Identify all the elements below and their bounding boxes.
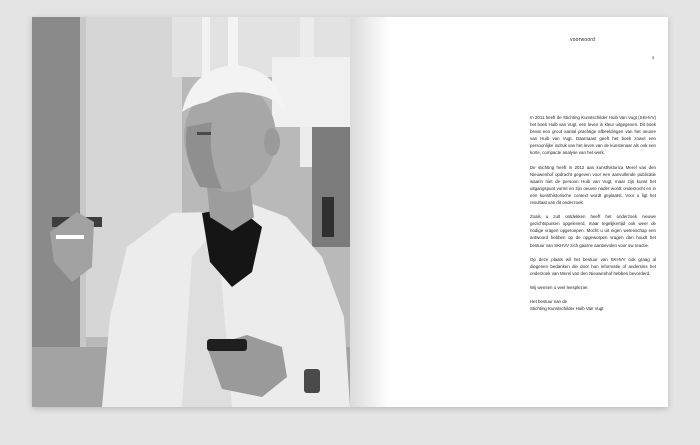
signature-line: Stichting Kunstschilder Huib Van Vugt <box>530 306 604 312</box>
left-page <box>32 17 350 407</box>
paragraph: In 2011 heeft de Stichting Kunstschilder Huib Van Vugt (SKHVV) het boek Huib van Vugt, een leven in kleur uitgegeven. Dit boek bevat een groot aantal prachtige afbeeldingen van het oeuvre van Huib van Vugt. Daarnaast geeft het boek zowel een persoonlijke indruk van het leven van de kunstenaar als ook een korte, compacte analyse van het werk. <box>530 115 656 156</box>
paragraph: Op deze plaats wil het bestuur van SKHVV ook graag al diegenen bedanken die door hun informatie of andersins het onderzoek van Merel van den Nieuwenhof hebben bevorderd. <box>530 256 656 276</box>
signature-line: Het bestuur van de <box>530 298 568 304</box>
paragraph: De stichting heeft in 2012 aan kunsthistorica Merel van den Nieuwenhof opdracht gegeven voor een aanvullende publicatie waarin niet de persoon Huib van Vugt, maar zijn kunst het uitgangspunt vormt en zijn oeuvre nader wordt onderzocht en in een kunsthistorische context wordt geplaatst. Voor u ligt het resultaat van dit onderzoek. <box>530 164 656 206</box>
portrait-photo <box>32 17 350 407</box>
foreword-text <box>530 114 656 312</box>
running-head: voorwoord <box>570 37 596 43</box>
book-spread <box>32 17 668 407</box>
gutter-shadow <box>350 17 390 407</box>
page-number: 5 <box>652 55 655 60</box>
paragraph: Zoals u zult ontdekken heeft het onderzoek nieuwe gezichtspunten opgeleverd, maar tegelijkertijd ook weer de nodige vragen opgeroepen. Mocht u uit eigen wetenschap een antwoord hebben op de opgeworpen vragen dan houdt het bestuur van SKHVV zich gaarne aanbevolen voor uw reactie. <box>530 214 656 248</box>
paragraph: Wij wensen u veel leesplezier. <box>530 284 589 290</box>
